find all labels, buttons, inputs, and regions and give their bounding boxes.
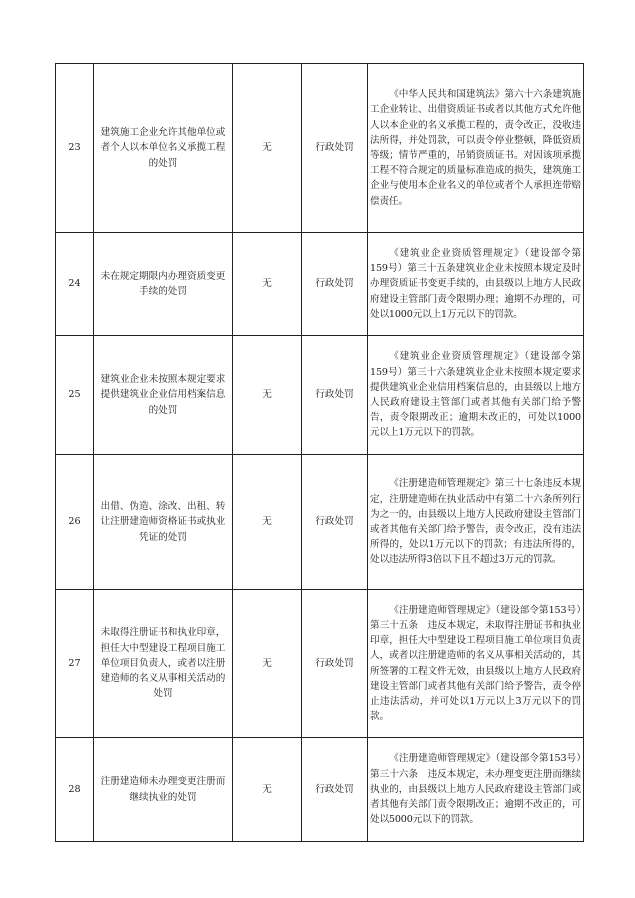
row-number: 25 bbox=[56, 336, 94, 455]
legal-basis-text: 《建筑业企业资质管理规定》（建设部令第159号）第三十六条建筑业企业未按照本规定要求提供建筑业企业信用档案信息的，由县级以上地方人民政府建设主管部门或者其他有关部门给予警告，责令限期改正；逾期未改正的，可处以1000元以上1万元以下的罚款。 bbox=[368, 336, 584, 455]
legal-basis-text: 《注册建造师管理规定》第三十七条违反本规定，注册建造师在执业活动中有第二十六条所列行为之一的，由县级以上地方人民政府建设主管部门或者其他有关部门给予警告，责令改正，没有违法所得的，处以1万元以下的罚款；有违法所得的，处以违法所得3倍以下且不超过3万元的罚款。 bbox=[368, 455, 584, 590]
penalty-type: 行政处罚 bbox=[302, 738, 368, 842]
item-name: 建筑施工企业允许其他单位或者个人以本单位名义承揽工程的处罚 bbox=[94, 64, 233, 233]
penalty-type: 行政处罚 bbox=[302, 64, 368, 233]
table-row bbox=[56, 64, 584, 233]
table-row bbox=[56, 336, 584, 455]
basis-cell: 无 bbox=[233, 590, 302, 738]
row-number: 24 bbox=[56, 233, 94, 336]
table-row bbox=[56, 738, 584, 842]
table-row bbox=[56, 455, 584, 590]
item-name: 建筑业企业未按照本规定要求提供建筑业企业信用档案信息的处罚 bbox=[94, 336, 233, 455]
penalty-type: 行政处罚 bbox=[302, 233, 368, 336]
row-number: 27 bbox=[56, 590, 94, 738]
basis-cell: 无 bbox=[233, 233, 302, 336]
row-number: 23 bbox=[56, 64, 94, 233]
basis-cell: 无 bbox=[233, 738, 302, 842]
item-name: 未在规定期限内办理资质变更手续的处罚 bbox=[94, 233, 233, 336]
legal-basis-text: 《建筑业企业资质管理规定》（建设部令第159号）第三十五条建筑业企业未按照本规定及时办理资质证书变更手续的，由县级以上地方人民政府建设主管部门责令限期办理；逾期不办理的，可处以1000元以上1万元以下的罚款。 bbox=[368, 233, 584, 336]
legal-basis-text: 《注册建造师管理规定》（建设部令第153号）第三十五条 违反本规定，未取得注册证书和执业印章，担任大中型建设工程项目施工单位项目负责人，或者以注册建造师的名义从事相关活动的，其所签署的工程文件无效，由县级以上地方人民政府建设主管部门或者其他有关部门给予警告，责令停止违法活动，并可处以1万元以上3万元以下的罚款。 bbox=[368, 590, 584, 738]
basis-cell: 无 bbox=[233, 336, 302, 455]
row-number: 28 bbox=[56, 738, 94, 842]
item-name: 注册建造师未办理变更注册而继续执业的处罚 bbox=[94, 738, 233, 842]
legal-basis-text: 《注册建造师管理规定》（建设部令第153号）第三十六条 违反本规定，未办理变更注册而继续执业的，由县级以上地方人民政府建设主管部门或者其他有关部门责令限期改正；逾期不改正的，可处以5000元以下的罚款。 bbox=[368, 738, 584, 842]
item-name: 未取得注册证书和执业印章，担任大中型建设工程项目施工单位项目负责人，或者以注册建造师的名义从事相关活动的处罚 bbox=[94, 590, 233, 738]
table-row bbox=[56, 590, 584, 738]
item-name: 出借、伪造、涂改、出租、转让注册建造师资格证书或执业凭证的处罚 bbox=[94, 455, 233, 590]
table-row bbox=[56, 233, 584, 336]
basis-cell: 无 bbox=[233, 455, 302, 590]
penalty-table bbox=[55, 63, 584, 842]
legal-basis-text: 《中华人民共和国建筑法》第六十六条建筑施工企业转让、出借资质证书或者以其他方式允许他人以本企业的名义承揽工程的，责令改正，没收违法所得，并处罚款，可以责令停业整顿，降低资质等级；情节严重的，吊销资质证书。对因该项承揽工程不符合规定的质量标准造成的损失，建筑施工企业与使用本企业名义的单位或者个人承担连带赔偿责任。 bbox=[368, 64, 584, 233]
penalty-type: 行政处罚 bbox=[302, 336, 368, 455]
row-number: 26 bbox=[56, 455, 94, 590]
basis-cell: 无 bbox=[233, 64, 302, 233]
penalty-type: 行政处罚 bbox=[302, 455, 368, 590]
penalty-type: 行政处罚 bbox=[302, 590, 368, 738]
